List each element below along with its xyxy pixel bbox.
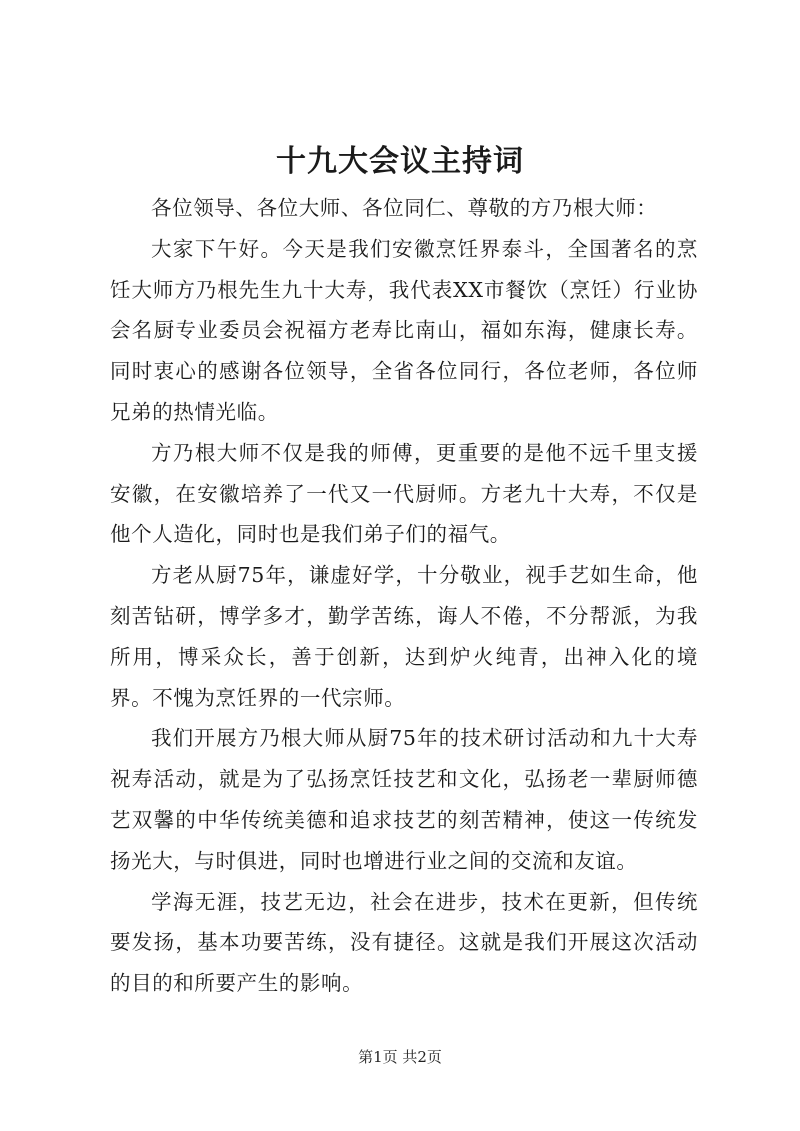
- paragraph: 我们开展方乃根大师从厨75年的技术研讨活动和九十大寿祝寿活动，就是为了弘扬烹饪技艺和文化，弘扬老一辈厨师德艺双馨的中华传统美德和追求技艺的刻苦精神，使这一传统发扬光大，与时俱进，同时也增进行业之间的交流和友谊。: [110, 726, 698, 873]
- document-body: [110, 188, 698, 1004]
- paragraph: 方老从厨75年，谦虚好学，十分敬业，视手艺如生命，他刻苦钻研，博学多才，勤学苦练，诲人不倦，不分帮派，为我所用，博采众长，善于创新，达到炉火纯青，出神入化的境界。不愧为烹饪界的一代宗师。: [110, 563, 698, 710]
- page-number-footer: 第1页 共2页: [358, 1048, 442, 1066]
- paragraph: 学海无涯，技艺无边，社会在进步，技术在更新，但传统要发扬，基本功要苦练，没有捷径。这就是我们开展这次活动的目的和所要产生的影响。: [110, 889, 698, 996]
- paragraph: 大家下午好。今天是我们安徽烹饪界泰斗，全国著名的烹饪大师方乃根先生九十大寿，我代表XX市餐饮（烹饪）行业协会名厨专业委员会祝福方老寿比南山，福如东海，健康长寿。同时衷心的感谢各位领导，全省各位同行，各位老师，各位师兄弟的热情光临。: [110, 236, 698, 424]
- paragraph-salutation: 各位领导、各位大师、各位同仁、尊敬的方乃根大师：: [151, 196, 658, 220]
- document-title: 十九大会议主持词: [276, 144, 524, 179]
- paragraph: 方乃根大师不仅是我的师傅，更重要的是他不远千里支援安徽，在安徽培养了一代又一代厨师。方老九十大寿，不仅是他个人造化，同时也是我们弟子们的福气。: [110, 440, 698, 547]
